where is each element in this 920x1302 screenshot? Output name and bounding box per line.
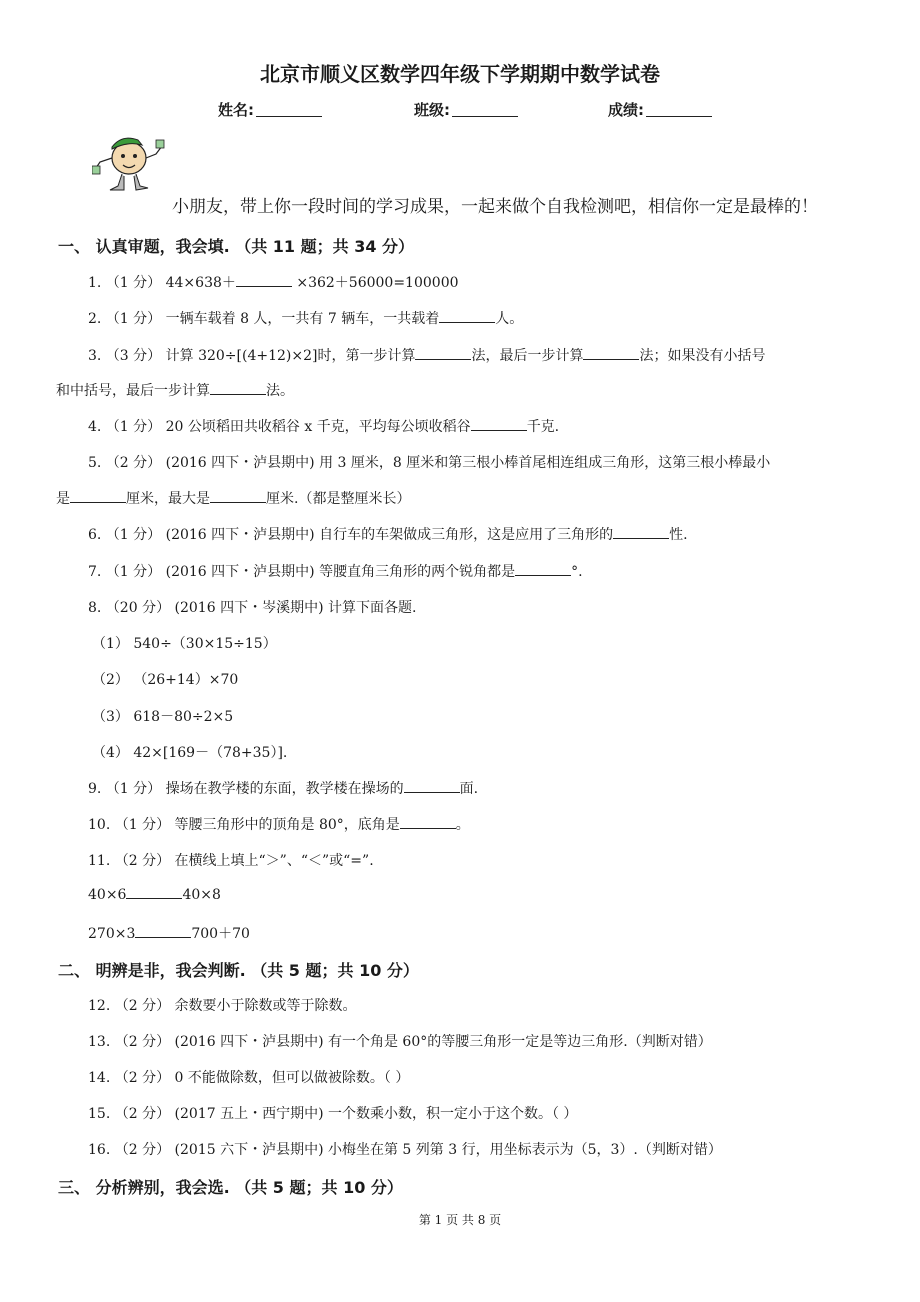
question-8: 8. （20 分） (2016 四下・岑溪期中) 计算下面各题. xyxy=(88,600,417,616)
question-6-text-a: 6. （1 分） (2016 四下・泸县期中) 自行车的车架做成三角形，这是应用了三角形的 xyxy=(88,527,614,543)
question-4-text-b: 千克. xyxy=(526,419,560,435)
answer-blank-5b[interactable] xyxy=(210,490,266,503)
question-11-part-2-right: 700＋70 xyxy=(191,926,250,942)
question-13: 13. （2 分） (2016 四下・泸县期中) 有一个角是 60°的等腰三角形一定是等边三角形.（判断对错） xyxy=(88,1034,712,1050)
answer-blank-11b[interactable] xyxy=(135,925,191,938)
question-8-part-2: （2） （26+14）×70 xyxy=(92,672,239,688)
question-14: 14. （2 分） 0 不能做除数，但可以做被除数。（ ） xyxy=(88,1070,410,1086)
question-9-text-b: 面. xyxy=(459,781,479,797)
answer-blank-1[interactable] xyxy=(236,274,292,287)
question-6-text-b: 性. xyxy=(669,527,688,543)
question-5-cont xyxy=(56,488,410,508)
answer-blank-9[interactable] xyxy=(404,780,460,793)
question-10-text-b: 。 xyxy=(455,817,470,833)
question-11-part-1-right: 40×8 xyxy=(182,887,221,903)
question-3-text-c: 法；如果没有小括号 xyxy=(639,348,766,364)
score-blank[interactable] xyxy=(646,102,712,117)
answer-blank-5a[interactable] xyxy=(70,490,126,503)
question-8-part-4: （4） 42×[169－（78+35）]. xyxy=(92,745,288,761)
question-1 xyxy=(88,272,459,292)
answer-blank-3a[interactable] xyxy=(415,347,471,360)
question-5-text-d: 厘米.（都是整厘米长） xyxy=(266,491,411,507)
question-8-part-3: （3） 618－80÷2×5 xyxy=(92,709,234,725)
question-7-text-b: °. xyxy=(571,564,583,580)
question-15: 15. （2 分） (2017 五上・西宁期中) 一个数乘小数，积一定小于这个数。（ ） xyxy=(88,1106,578,1122)
name-label: 姓名: xyxy=(218,101,254,119)
greeting-text: 小朋友，带上你一段时间的学习成果，一起来做个自我检测吧，相信你一定是最棒的！ xyxy=(172,197,818,217)
question-4 xyxy=(88,416,559,436)
question-11-part-2 xyxy=(88,923,250,943)
answer-blank-4[interactable] xyxy=(471,418,527,431)
name-field[interactable] xyxy=(218,99,322,120)
section-heading-3: 三、 分析辨别，我会选. （共 5 题；共 10 分） xyxy=(58,1178,403,1197)
question-2-text-b: 人。 xyxy=(495,311,524,327)
answer-blank-3c[interactable] xyxy=(210,382,266,395)
name-blank[interactable] xyxy=(256,102,322,117)
question-6 xyxy=(88,524,688,544)
answer-blank-7[interactable] xyxy=(515,563,571,576)
section-heading-1: 一、 认真审题，我会填. （共 11 题；共 34 分） xyxy=(58,237,415,256)
question-5-text-b: 是 xyxy=(56,491,70,507)
page-footer: 第 1 页 共 8 页 xyxy=(418,1213,502,1227)
question-11: 11. （2 分） 在横线上填上“＞”、“＜”或“=”. xyxy=(88,853,374,869)
mascot-illustration xyxy=(92,128,166,196)
question-10-text-a: 10. （1 分） 等腰三角形中的顶角是 80°，底角是 xyxy=(88,817,400,833)
question-9-text-a: 9. （1 分） 操场在教学楼的东面，教学楼在操场的 xyxy=(88,781,404,797)
question-2 xyxy=(88,308,523,328)
score-label: 成绩: xyxy=(608,101,644,119)
answer-blank-6[interactable] xyxy=(613,526,669,539)
question-10 xyxy=(88,814,470,834)
class-field[interactable] xyxy=(414,99,518,120)
answer-blank-11a[interactable] xyxy=(126,886,182,899)
question-16: 16. （2 分） (2015 六下・泸县期中) 小梅坐在第 5 列第 3 行，用坐标表示为（5，3）.（判断对错） xyxy=(88,1142,722,1158)
class-label: 班级: xyxy=(414,101,450,119)
question-1-text-b: ×362＋56000=100000 xyxy=(291,275,459,291)
question-5-text-a: 5. （2 分） (2016 四下・泸县期中) 用 3 厘米，8 厘米和第三根小棒首尾相连组成三角形，这第三根小棒最小 xyxy=(88,455,771,471)
question-11-part-1 xyxy=(88,886,221,903)
question-3 xyxy=(88,345,765,365)
question-2-text-a: 2. （1 分） 一辆车载着 8 人，一共有 7 辆车，一共载着 xyxy=(88,311,440,327)
question-11-part-1-left: 40×6 xyxy=(88,887,127,903)
question-3-text-a: 3. （3 分） 计算 320÷[(4+12)×2]时，第一步计算 xyxy=(88,348,416,364)
question-3-cont xyxy=(56,380,294,400)
question-5 xyxy=(88,452,770,472)
question-3-text-b: 法，最后一步计算 xyxy=(471,348,584,364)
answer-blank-2[interactable] xyxy=(439,310,495,323)
score-field[interactable] xyxy=(608,99,712,120)
section-heading-2: 二、 明辨是非，我会判断. （共 5 题；共 10 分） xyxy=(58,961,419,980)
question-7 xyxy=(88,561,583,581)
question-11-part-2-left: 270×3 xyxy=(88,926,136,942)
question-4-text-a: 4. （1 分） 20 公顷稻田共收稻谷 x 千克，平均每公顷收稻谷 xyxy=(88,419,471,435)
answer-blank-10[interactable] xyxy=(400,816,456,829)
question-3-text-e: 法。 xyxy=(266,383,294,399)
class-blank[interactable] xyxy=(452,102,518,117)
question-7-text-a: 7. （1 分） (2016 四下・泸县期中) 等腰直角三角形的两个锐角都是 xyxy=(88,564,516,580)
question-9 xyxy=(88,778,478,798)
question-12: 12. （2 分） 余数要小于除数或等于除数。 xyxy=(88,998,357,1014)
answer-blank-3b[interactable] xyxy=(583,347,639,360)
question-1-text-a: 1. （1 分） 44×638＋ xyxy=(88,275,236,291)
question-8-part-1: （1） 540÷（30×15÷15） xyxy=(92,636,277,652)
question-3-text-d: 和中括号，最后一步计算 xyxy=(56,383,210,399)
question-5-text-c: 厘米，最大是 xyxy=(126,491,210,507)
page-title: 北京市顺义区数学四年级下学期期中数学试卷 xyxy=(260,62,660,86)
